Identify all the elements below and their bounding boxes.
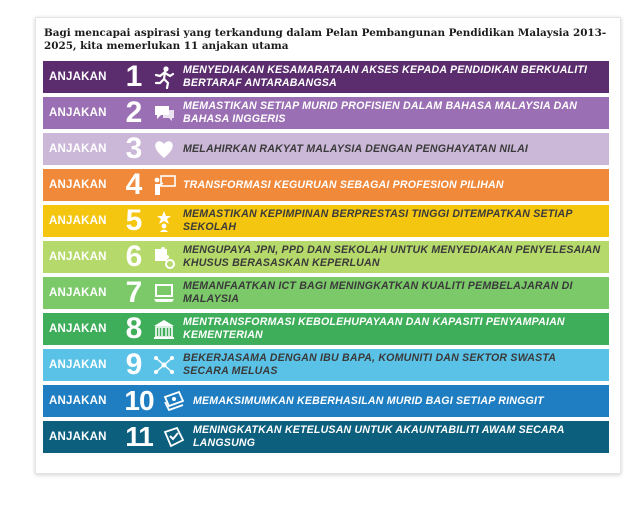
teacher-board-icon [149,172,179,198]
shift-label: ANJAKAN [49,251,107,263]
shift-label: ANJAKAN [49,359,107,371]
shift-number: 8 [125,312,143,345]
shift-label: ANJAKAN [49,179,107,191]
shift-row-3 [43,133,609,165]
shift-row-10 [43,385,609,417]
heart-hands-icon [149,136,179,162]
laptop-icon [149,280,179,306]
building-icon [149,316,179,342]
shift-number: 4 [125,168,143,201]
shift-number: 6 [125,240,143,273]
shift-number: 10 [124,385,154,416]
checklist-icon [159,424,189,450]
shift-text: MENINGKATKAN KETELUSAN UNTUK AKAUNTABILITI AWAM SECARA LANGSUNG [193,424,565,449]
shift-text: MEMANFAATKAN ICT BAGI MENINGKATKAN KUALITI PEMBELAJARAN DI MALAYSIA [183,280,573,305]
infographic-card [35,17,621,474]
shift-row-11 [43,421,609,453]
shift-number: 11 [125,421,153,452]
shift-label: ANJAKAN [49,143,107,155]
shift-text: MENYEDIAKAN KESAMARATAAN AKSES KEPADA PENDIDIKAN BERKUALITI BERTARAF ANTARABANGSA [183,64,588,89]
shift-label: ANJAKAN [49,71,107,83]
shift-row-6 [43,241,609,273]
shift-text: BEKERJASAMA DENGAN IBU BAPA, KOMUNITI DAN SEKTOR SWASTA SECARA MELUAS [183,352,556,377]
shift-label: ANJAKAN [49,323,107,335]
shift-text: MEMASTIKAN KEPIMPINAN BERPRESTASI TINGGI DITEMPATKAN SETIAP SEKOLAH [183,208,573,233]
shift-row-5 [43,205,609,237]
running-student-icon [149,64,179,90]
shift-text: TRANSFORMASI KEGURUAN SEBAGAI PROFESION PILIHAN [183,178,504,191]
shift-label: ANJAKAN [49,287,107,299]
puzzle-gear-icon [149,244,179,270]
shift-row-4 [43,169,609,201]
money-stack-icon [159,388,189,414]
network-people-icon [149,352,179,378]
shift-text: MENTRANSFORMASI KEBOLEHUPAYAAN DAN KAPASITI PENYAMPAIAN KEMENTERIAN [183,316,565,341]
shift-label: ANJAKAN [49,395,107,407]
shift-row-2 [43,97,609,129]
shift-text: MELAHIRKAN RAKYAT MALAYSIA DENGAN PENGHAYATAN NILAI [183,142,529,155]
shift-row-7 [43,277,609,309]
shift-label: ANJAKAN [49,107,107,119]
shift-label: ANJAKAN [49,431,107,443]
shift-text: MEMAKSIMUMKAN KEBERHASILAN MURID BAGI SETIAP RINGGIT [193,394,544,407]
shift-list [43,61,609,457]
shift-label: ANJAKAN [49,215,107,227]
shift-number: 3 [125,132,143,165]
leader-star-icon [149,208,179,234]
shift-text: MENGUPAYA JPN, PPD DAN SEKOLAH UNTUK MENYEDIAKAN PENYELESAIAN KHUSUS BERASASKAN KEPERLUAN [183,244,601,269]
shift-number: 9 [125,348,143,381]
shift-text: MEMASTIKAN SETIAP MURID PROFISIEN DALAM BAHASA MALAYSIA DAN BAHASA INGGERIS [183,100,578,125]
shift-number: 2 [125,96,143,129]
shift-row-8 [43,313,609,345]
shift-number: 1 [125,60,143,93]
shift-number: 5 [125,204,143,237]
speech-bubble-icon [149,100,179,126]
shift-number: 7 [125,276,143,309]
shift-row-9 [43,349,609,381]
shift-row-1 [43,61,609,93]
intro-text: Bagi mencapai aspirasi yang terkandung dalam Pelan Pembangunan Pendidikan Malaysia 2013-2025, kita memerlukan 11 anjakan utama [44,27,607,52]
